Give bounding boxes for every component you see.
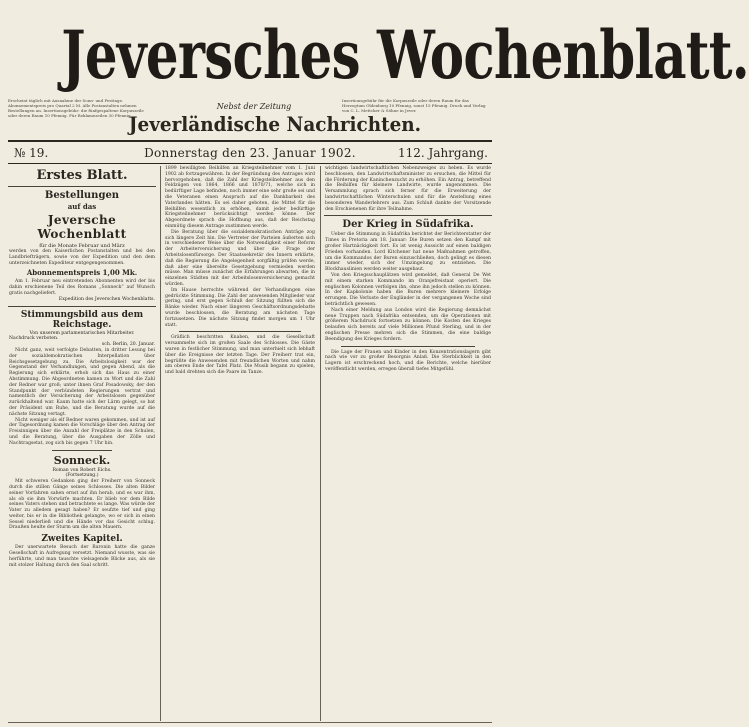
abo-price: Abonnementspreis 1,00 Mk. bbox=[26, 268, 138, 278]
divider bbox=[324, 215, 492, 216]
dateline-berlin: sch. Berlin, 20. Januar. bbox=[101, 342, 155, 348]
heading-bestellungen: Bestellungen bbox=[44, 190, 120, 201]
text-col2-1: 1899 bewilligten Beihilfen an Kriegsteilnehmer vom 1. Juni 1902 ab fortzugewähren. In der Begründung des Antrages wird hervorgehoben, daß die Zahl der Kriegsteilnehmer aus den Feldzügen von 1864, 1866 und 1870/71, welche sich in bedürftiger Lage befinden, noch immer eine sehr große sei und die Veteranen einen Anspruch auf die Dankbarkeit des Vaterlandes hätten. Es sei daher geboten, die Mittel für die Beihilfen wesentlich zu erhöhen, damit jeder bedürftige Kriegsteilnehmer berücksichtigt werden könne. Der Abgeordnete sprach die Hoffnung aus, daß der Reichstag einmütig diesem Antrage zustimmen werde. bbox=[165, 166, 315, 229]
expedition-sign: Expedition des Jeverschen Wochenblatts. bbox=[58, 296, 155, 302]
heading-erstes-blatt: Erstes Blatt. bbox=[36, 168, 128, 183]
divider bbox=[8, 306, 156, 307]
issue-number: № 19. bbox=[14, 146, 49, 160]
heading-jeversche-wochenblatt: Jeversche Wochenblatt bbox=[37, 213, 127, 241]
divider bbox=[8, 186, 156, 187]
masthead-subtitle: Jeverländische Nachrichten. bbox=[128, 112, 422, 136]
text-col3-1: wichtigen landwirtschaftlichen Nebenzweiges zu heben. Es wurde beschlossen, den Landwirtschaftsminister zu ersuchen, die Mittel für die Förderung der Kaninchenzucht zu erhöhen. Ein Antrag, betreffend die Beihilfen für kleinere Landwirte, wurde angenommen. Die Versammlung sprach sich ferner für die Erweiterung der landwirtschaftlichen Winterschulen und für die Anstellung eines besonderen Wanderlehrers aus. Zum Schluß dankte der Vorsitzende den Erschienenen für ihre Teilnahme. bbox=[325, 166, 491, 212]
column-3 bbox=[324, 166, 492, 721]
text-col2-2: Die Beratung über die sozialdemokratischen Anträge zog sich längere Zeit hin. Die Vertreter der Parteien äußerten sich in verschiedener Weise über die Notwendigkeit einer Reform der Arbeiterversicherung und über die Frage der Arbeitslosenfürsorge. Der Staatssekretär des Innern erklärte, daß die Regierung die Angelegenheit sorgfältig prüfen werde, daß aber eine übereilte Gesetzgebung vermieden werden müsse. Man müsse zunächst die Erfahrungen abwarten, die in einzelnen Städten mit der Arbeitslosenversicherung gemacht würden. bbox=[165, 229, 315, 287]
heading-stimmungsbild: Stimmungsbild aus dem Reichstage. bbox=[20, 309, 144, 330]
divider bbox=[179, 331, 301, 332]
stimmung-subtitle: Von unserem parlamentarischen Mitarbeiter. bbox=[29, 330, 135, 336]
info-left: Erscheint täglich mit Ausnahme der Sonn- und Festtage. Abonnementspreis pro Quartal 2 M. Alle Postanstalten nehmen Bestellungen an. Insertionsgebühr: die fünfgespaltene Korpuszeile oder deren Raum 10 Pfennig. Für Reklamezeilen 30 Pfennig. bbox=[8, 98, 144, 118]
info-right: Insertionsgebühr für die Korpuszeile oder deren Raum für das Herzogtum Oldenburg 10 Pfennig, sonst 15 Pfennig. Druck und Verlag von C. L. Mettcker & Söhne in Jever. bbox=[342, 98, 486, 113]
text-col2-4: Gräflich beschritten Knaben, und die Gesellschaft versammelte sich im großen Saale des Schlosses. Die Gäste waren in festlicher Stimmung, und man unterhielt sich lebhaft über die Ereignisse der letzten Tage. Der Freiherr trat ein, begrüßte die Anwesenden mit freundlichen Worten und nahm am oberen Ende der Tafel Platz. Die Musik begann zu spielen, und bald drehten sich die Paare im Tanze. bbox=[165, 335, 315, 376]
sonneck-label: (Fortsetzung.) bbox=[65, 473, 99, 479]
masthead-rule-bottom bbox=[8, 163, 492, 164]
column-divider bbox=[320, 166, 321, 721]
column-2 bbox=[164, 166, 316, 721]
masthead-rule-top bbox=[8, 140, 492, 142]
column-1 bbox=[8, 166, 156, 721]
masthead-nebst: Nebst der Zeitung bbox=[216, 102, 292, 111]
heading-zweites-kapitel: Zweites Kapitel. bbox=[41, 534, 123, 545]
sonneck-author: Roman von Robert Eichs. bbox=[52, 467, 112, 473]
text-kapitel: Der unerwartete Besuch der Baronin hatte die ganze Gesellschaft in Aufregung versetzt. Niemand wusste, was sie herführte, und man tauschte vielsagende Blicke aus, als sie mit stolzer Haltung durch den Saal schritt. bbox=[9, 545, 155, 568]
issue-year: 112. Jahrgang. bbox=[397, 146, 488, 160]
text-col2-3: Im Hause herrschte während der Verhandlungen eine gedrückte Stimmung. Die Zahl der anwesenden Mitglieder war gering, und erst gegen Schluß der Sitzung füllten sich die Bänke wieder. Nach einer längeren Geschäftsordnungsdebatte wurde beschlossen, die Beratung am nächsten Tage fortzusetzen. Die nächste Sitzung findet morgen um 1 Uhr statt. bbox=[165, 287, 315, 328]
page-bottom-rule bbox=[8, 722, 492, 723]
text-monate: für die Monate Februar und März bbox=[39, 243, 125, 249]
issue-date: Donnerstag den 23. Januar 1902. bbox=[144, 146, 356, 160]
label-auf-das: auf das bbox=[67, 202, 97, 211]
nachdruck-note: Nachdruck verboten. bbox=[9, 336, 59, 342]
text-bestellungen: werden von den Kaiserlichen Postanstalten und bei den Landbriefträgern, sowie von der Expedition und den dem unterzeichneten Expediteur entgegengenommen. bbox=[9, 249, 155, 266]
heading-krieg-suedafrika: Der Krieg in Südafrika. bbox=[342, 219, 474, 231]
text-krieg-1: Ueber die Stimmung in Südafrika berichtet der Berichterstatter der Times in Pretoria am 18. Januar: Die Buren setzen den Kampf mit großer Hartnäckigkeit fort. Es ist wenig Aussicht auf einen baldigen Frieden vorhanden. Lord Kitchener hat neue Maßnahmen getroffen, um die Kommandos der Buren einzuschließen, doch gelingt es diesen immer wieder, sich der Umzingelung zu entziehen. Die Blockhauslinien werden weiter ausgebaut. bbox=[325, 232, 491, 273]
text-krieg-2: Von den Kriegsschauplätzen wird gemeldet, daß General De Wet mit einem starken Kommando im Oranjefreistaat operiert. Die englischen Kolonnen verfolgen ihn, ohne ihn jedoch stellen zu können. In der Kapkolonie haben die Buren mehrere kleinere Erfolge errungen. Die Verluste der Engländer in der vergangenen Woche sind beträchtlich gewesen. bbox=[325, 272, 491, 307]
text-sonneck: Mit schweren Gedanken ging der Freiherr von Sonneck durch die stillen Gänge seines Schlosses. Die alten Bilder seiner Vorfahren sahen ernst auf ihn herab, und es war ihm, als ob sie ihm Vorwürfe machten. Er blieb vor dem Bilde seines Vaters stehen und betrachtete es lange. Was würde der Vater zu alledem gesagt haben? Er seufzte tief und ging weiter, bis er in die Bibliothek gelangte, wo er sich in einen Sessel niederließ und die Hände vor das Gesicht schlug. Draußen heulte der Sturm um die alten Mauern. bbox=[9, 479, 155, 531]
text-krieg-4: Die Lage der Frauen und Kinder in den Konzentrationslagern gibt nach wie vor zu großer Besorgnis Anlaß. Die Sterblichkeit in den Lagern ist erschreckend hoch, und die Berichte, welche hierüber veröffentlicht werden, erregen überall tiefes Mitgefühl. bbox=[325, 349, 491, 372]
text-stimmung: Nicht ganz, weit verfolgte Debatten, in dritter Lesung bei der sozialdemokratischen Interpellation über Reichsgesetzgebung zu. Die Arbeitslosigkeit war der Gegenstand der Verhandlungen, und gegen Abend, als die Regierung sich erklärte, erhob sich das Haus zu einer Abstimmung. Die Abgeordneten kamen zu Wort und die Zahl der Redner war groß; unter ihnen Graf Posadowsky, der den Standpunkt der verbündeten Regierungen vertrat und namentlich der Versicherung der Arbeitslosen gegenüber zurückhaltend war. Kaum hatte sich der Lärm gelegt, so bat der Präsident um Ruhe, und die Beratung wurde auf die nächste Sitzung vertagt. bbox=[9, 347, 155, 417]
text-novel-offer: Am 1. Februar neu eintretenden Abonnenten wird der bis dahin erschienene Teil des Romans „Sonneck“ auf Wunsch gratis nachgeliefert. bbox=[9, 279, 155, 296]
masthead-title: Jeversches Wochenblatt. bbox=[61, 16, 749, 94]
divider bbox=[52, 450, 111, 451]
heading-sonneck: Sonneck. bbox=[53, 453, 111, 467]
text-stimmung-2: Nicht weniger als elf Redner waren gekommen, und ist auf der Tagesordnung kamen die Vorschläge über den Antrag der Freisinnigen über die Anzahl der Freiplätze in den Schulen, und die Beratung, über die Ausgaben der Zölle und Nachtragsetat, zog sich bis gegen 7 Uhr hin. bbox=[9, 417, 155, 446]
dateline bbox=[8, 144, 492, 162]
divider bbox=[341, 346, 475, 347]
text-krieg-3: Nach einer Meldung aus London wird die Regierung demnächst neue Truppen nach Südafrika entsenden, um die Operationen mit größerem Nachdruck fortsetzen zu können. Die Kosten des Krieges belaufen sich bereits auf viele Millionen Pfund Sterling, und in der englischen Presse mehren sich die Stimmen, die eine baldige Beendigung des Krieges fordern. bbox=[325, 307, 491, 342]
newspaper-page bbox=[8, 6, 749, 721]
column-divider bbox=[160, 166, 161, 721]
